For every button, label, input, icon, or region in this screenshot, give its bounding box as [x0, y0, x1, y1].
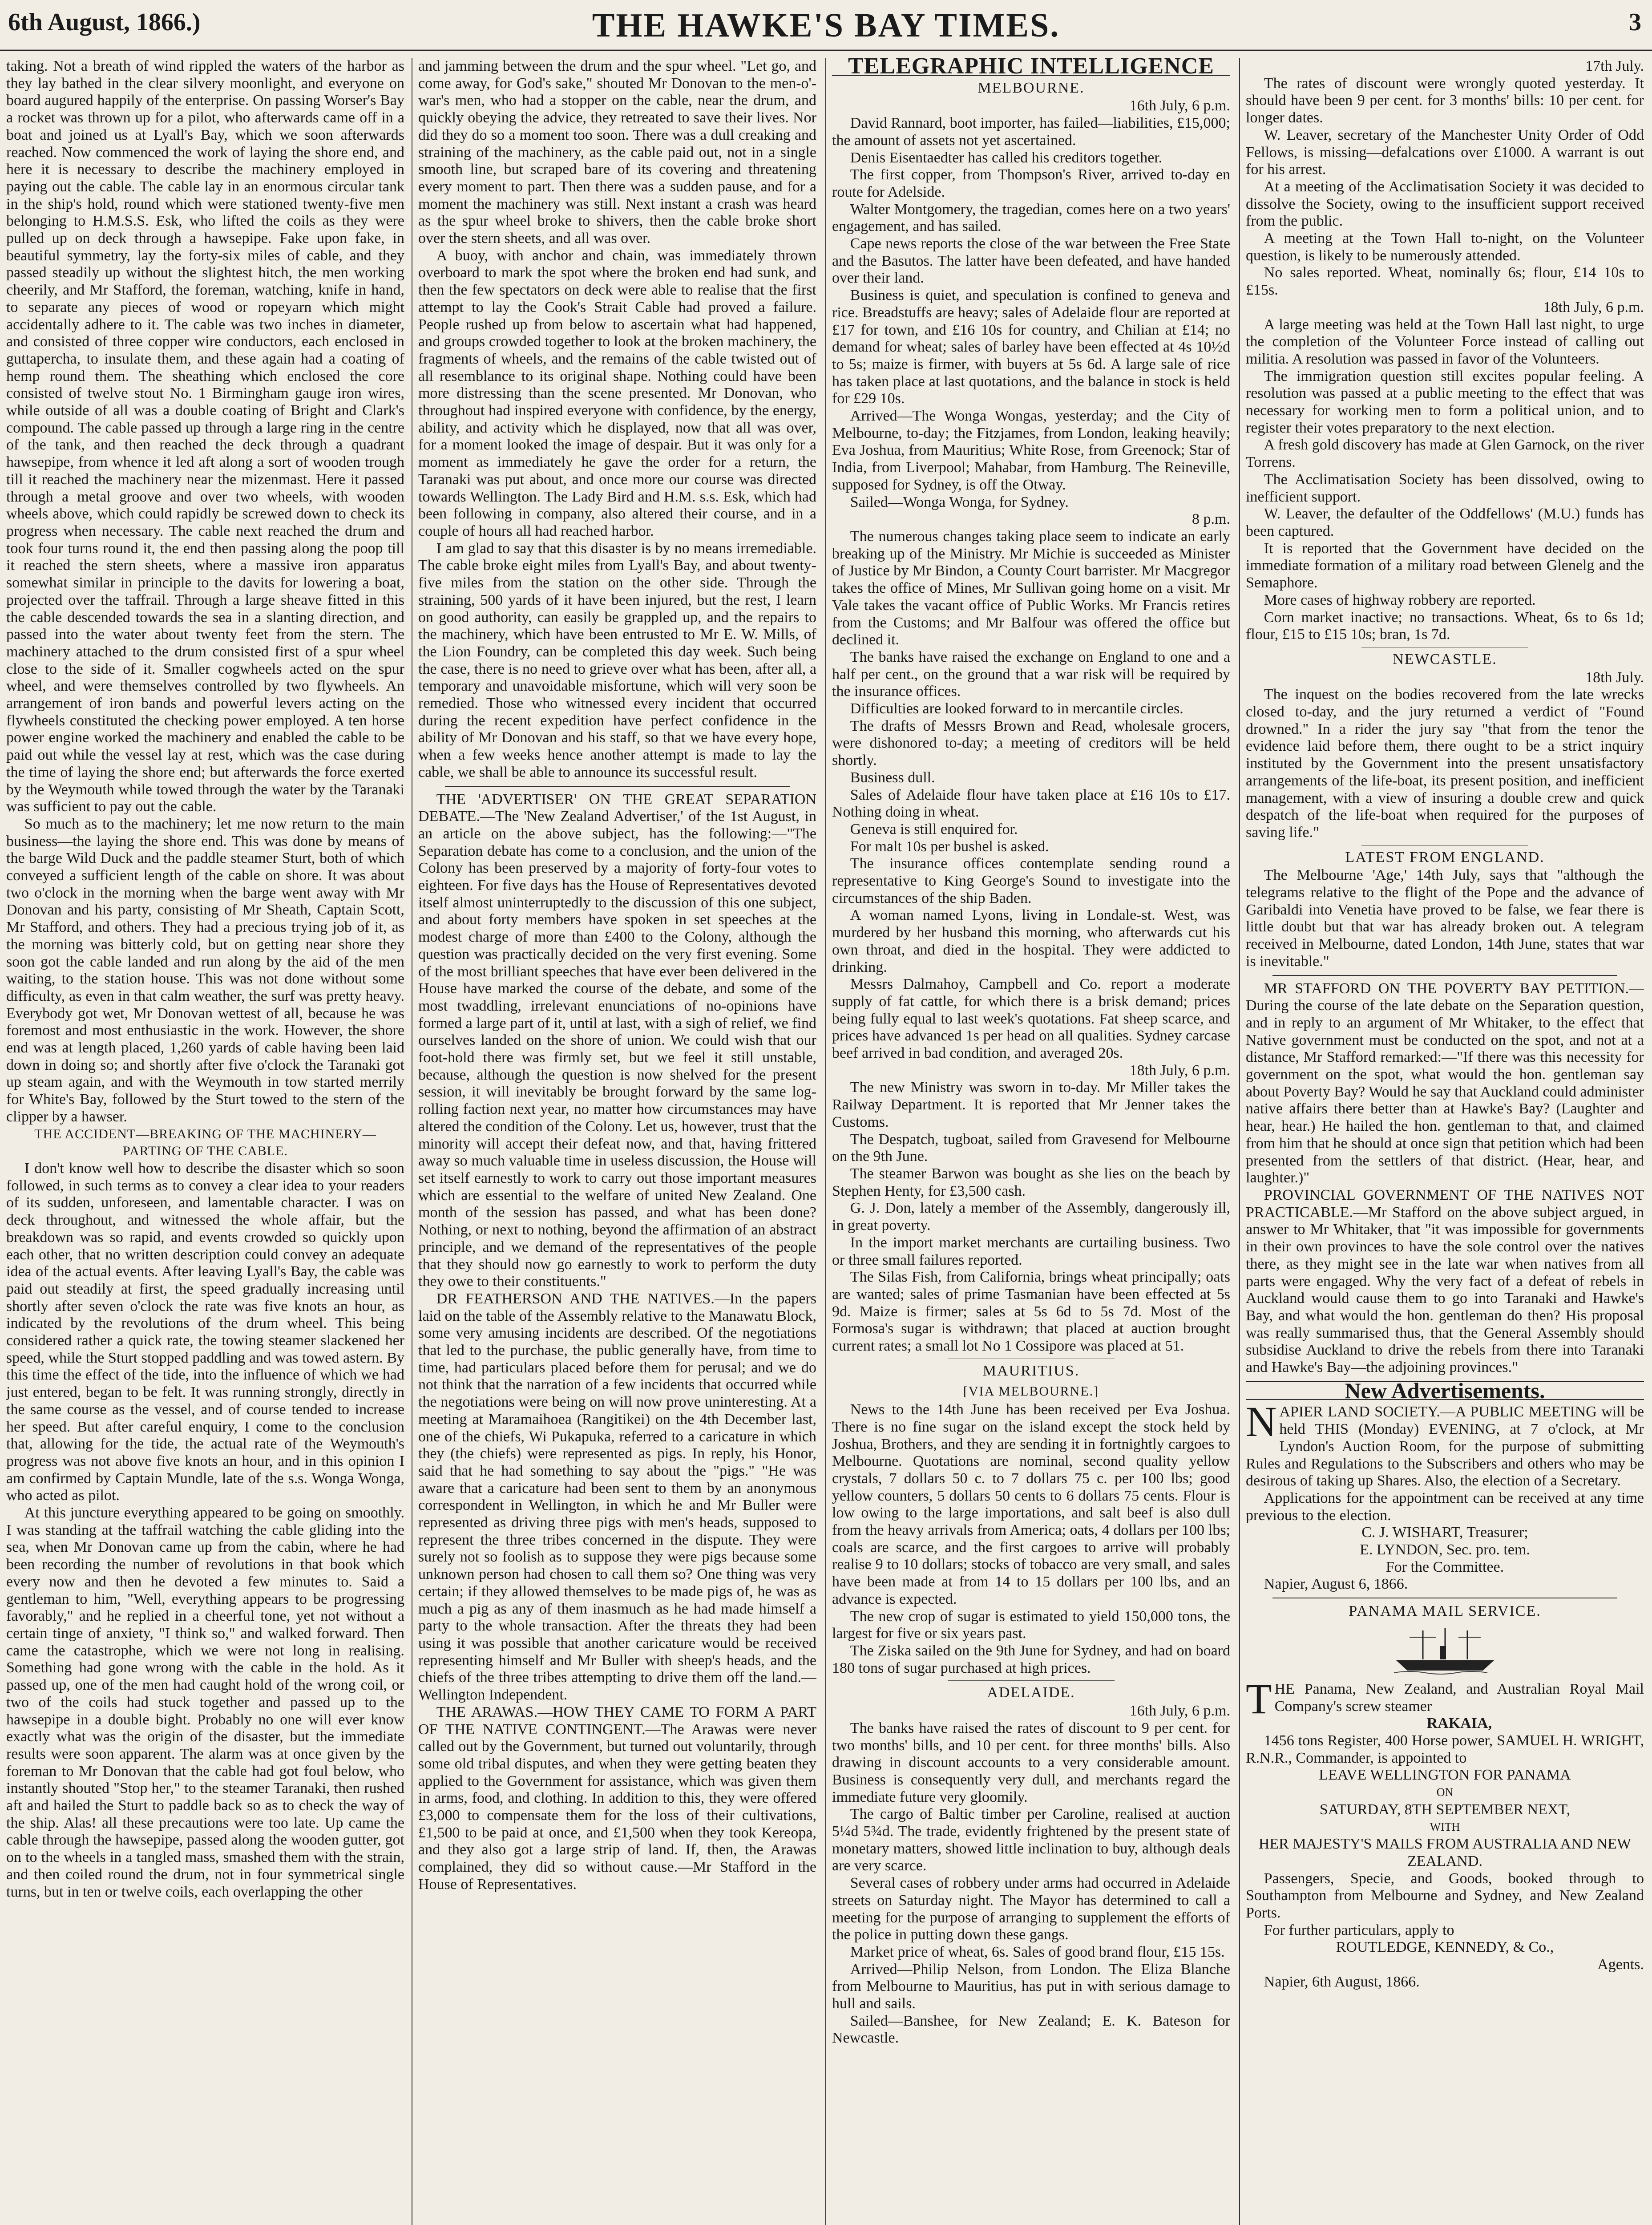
issue-date: 6th August, 1866.)	[8, 8, 201, 36]
news-item: The Melbourne 'Age,' 14th July, says that "although the telegrams relative to the flight of the Pope and the advance of Garibaldi into Venetia have proved to be false, we fear there is little doubt but that war has already broken out. A telegram received in Melbourne, dated London, 14th June, states that war is inevitable."	[1246, 867, 1644, 970]
ad-signature: C. J. WISHART, Treasurer;	[1361, 1524, 1528, 1541]
news-item: The insurance offices contemplate sending round a representative to King George's Sound to investigate into the circumstances of the ship Baden.	[832, 855, 1230, 906]
news-item: Business is quiet, and speculation is confined to geneva and rice. Breadstuffs are heavy; sales of Adelaide flour are reported at £17 for town, and £16 10s for country, and Chilian at £14; no demand for wheat; sales of barley have been effected at 4s 10½d to 5s; maize is firmer, with buyers at 5s 6d. A large sale of rice has taken place at last quotations, and the balance in stock is held for £29 10s.	[832, 287, 1230, 407]
news-item: Denis Eisentaedter has called his creditors together.	[850, 149, 1163, 166]
news-item: The rates of discount were wrongly quoted yesterday. It should have been 9 per cent. for 3 months' bills: 10 per cent. for longer dates.	[1246, 75, 1644, 126]
divider	[1361, 845, 1528, 846]
news-item: Cape news reports the close of the war between the Free State and the Basutos. The latter have been defeated, and have handed over their land.	[832, 235, 1230, 287]
news-item: In the import market merchants are curtailing business. Two or three small failures reported.	[832, 1234, 1230, 1268]
article-paragraph: PROVINCIAL GOVERNMENT OF THE NATIVES NOT PRACTICABLE.—Mr Stafford on the above subject argued, in answer to Mr Whitaker, that "it was impossible for governments in their own provinces to have the sole control over the natives there, as they might see in the late war when natives from all parts were engaged. Why the very fact of a defeat of rebels in Auckland would cause them to go into Taranaki and Hawke's Bay, and what would the hon. gentleman do then? His proposal was really summarised thus, that the General Assembly should subsidise Auckland to drive the rebels from there into Taranaki and Hawke's Bay—the adjoining provinces."	[1246, 1187, 1644, 1376]
advertisements-heading: New Advertisements.	[1246, 1381, 1644, 1400]
advertisement-panama-mail	[1246, 1603, 1644, 1990]
news-item: W. Leaver, secretary of the Manchester Unity Order of Odd Fellows, is missing—defalcations over £1000. A warrant is out for his arrest.	[1246, 126, 1644, 178]
advertisement-land-society	[1246, 1398, 1644, 1593]
ad-line: LEAVE WELLINGTON FOR PANAMA	[1319, 1767, 1571, 1784]
ad-line: SATURDAY, 8TH SEPTEMBER NEXT,	[1319, 1801, 1571, 1818]
ad-text: HE Panama, New Zealand, and Australian Royal Mail Company's screw steamer	[1274, 1680, 1644, 1715]
news-item: The Acclimatisation Society has been dissolved, owing to inefficient support.	[1246, 471, 1644, 505]
dateline: 18th July, 6 p.m.	[1129, 1062, 1230, 1079]
steamship-icon	[1392, 1624, 1499, 1677]
news-item: A large meeting was held at the Town Hall last night, to urge the completion of the Volunteer Force instead of calling out militia. A resolution was passed in favor of the Volunteers.	[1246, 316, 1644, 367]
column-3	[832, 58, 1230, 2225]
ad-agent: ROUTLEDGE, KENNEDY, & Co.,	[1336, 1939, 1554, 1956]
dateline: 16th July, 6 p.m.	[1129, 1703, 1230, 1719]
article-paragraph: DR FEATHERSON AND THE NATIVES.—In the papers laid on the table of the Assembly relative to the Manawatu Block, some very amusing incidents are described. Of the negotiations that led to the purchase, the public generally have, from time to time, had particulars placed before them for perusal; and we do not think that the narration of a few incidents that occurred while the negotiations were being on will now prove uninteresting. At a meeting at Maramaihoea (Rangitikei) on the 4th December last, one of the chiefs, Wi Pukapuka, referred to a caricature in which they (the chiefs) were represented as pigs. In reply, his Honor, said that he had something to say about the "pigs." "He was aware that a caricature had been sent to them by an anonymous correspondent in Wellington, in which he and Mr Buller were represented as driving three pigs with men's heads, supposed to represent the three tribes concerned in the dispute. They were surely not so foolish as to suppose they were pigs because some unknown person had chosen to call them so? One thing was very certain; if they allowed themselves to be made pigs of, he was as much a pig as any of them inasmuch as he had made himself a party to the whole transaction. After the threats they had been using it was possible that another caricature would be received representing himself and Mr Buller with sheep's heads, and the chiefs of the three tribes attempting to drive them off the land.—Wellington Independent.	[418, 1290, 816, 1703]
dateline: 18th July, 6 p.m.	[1543, 299, 1644, 316]
place-heading: MAURITIUS.	[982, 1362, 1080, 1379]
news-item: The steamer Barwon was bought as she lies on the beach by Stephen Henty, for £3,500 cash.	[832, 1165, 1230, 1199]
ad-date: Napier, 6th August, 1866.	[1264, 1973, 1420, 1990]
news-item: Arrived—Philip Nelson, from London. The Eliza Blanche from Melbourne to Mauritius, has put in with serious damage to hull and sails.	[832, 1961, 1230, 2012]
place-heading: NEWCASTLE.	[1393, 651, 1497, 668]
article-paragraph: THE 'ADVERTISER' ON THE GREAT SEPARATION DEBATE.—The 'New Zealand Advertiser,' of the 1st August, in an article on the above subject, has the following:—"The Separation debate has come to a conclusion, and the union of the Colony has been preserved by a majority of forty-four votes to eighteen. For five days has the House of Representatives devoted itself almost uninterruptedly to the discussion of this one subject, and about forty members have spoken in set speeches at the modest charge of more than £400 to the Colony, although the question was practically decided on the very first evening. Some of the most brilliant speeches that have ever been delivered in the House have marked the course of the debate, and some of the most twaddling, irrelevant enunciations of no-opinions have formed a large part of it, until at last, with a sigh of relief, we find ourselves landed on the shore of union. We could wish that our foot-hold there was firmly set, but we feel it still unstable, because, although the question is now shelved for the present session, it will inevitably be brought forward by the same log-rolling faction next year, no matter how circumstances may have altered the condition of the Colony. Let us, however, trust that the minority will accept their defeat now, and that, having frittered away so much valuable time in useless discussion, the House will set itself earnestly to work to carry out those important measures which are essential to the welfare of united New Zealand. One month of the session has passed, and what has been done? Nothing, or next to nothing, beyond the affirmation of an abstract principle, and we demand of the representatives of the people that they should now go earnestly to work to perform the duty they owe to their constituents."	[418, 791, 816, 1290]
column-4	[1246, 58, 1644, 2225]
article-paragraph: THE ARAWAS.—HOW THEY CAME TO FORM A PART OF THE NATIVE CONTINGENT.—The Arawas were never called out by the Government, but turned out voluntarily, through some old tribal disputes, and when they were getting beaten they applied to the Government for assistance, which was given them in arms, food, and clothing. In addition to this, they were offered £3,000 to compensate them for the loss of their cultivations, £1,500 to be paid at once, and £1,500 when they took Kereopa, and they also got a large strip of land. If, then, the Arawas complained, they did so without cause.—Mr Stafford in the House of Representatives.	[418, 1703, 816, 1893]
news-item: A woman named Lyons, living in Londale-st. West, was murdered by her husband this morning, who afterwards cut his own throat, and died in the hospital. They were addicted to drinking.	[832, 907, 1230, 975]
article-paragraph: At this juncture everything appeared to be going on smoothly. I was standing at the taffrail watching the cable gliding into the sea, when Mr Donovan came up from the cabin, where he had been recording the number of revolutions in that book which every now and then he devoted a few minutes to. Said a gentleman to him, "Well, everything appears to be progressing favorably," and he replied in a cheerful tone, yet not without a certain tinge of anxiety, "I think so," and walked forward. Then came the catastrophe, which we were not long in realising. Something had gone wrong with the cable in the hold. As it passed up, one of the men had caught hold of the wrong coil, or two of the coils had stuck together and passed up to the hawsepipe in a double bight. Probably no one will ever know exactly what was the origin of the disaster, but the immediate results were soon apparent. The alarm was at once given by the foreman to Mr Donovan that the cable had got foul below, who instantly shouted "Stop her," to the steamer Taranaki, then rushed aft and hailed the Sturt to paddle back so as to check the way of the ship. Alas! all these precautions were too late. Up came the cable through the hawsepipe, passed along the wooden gutter, got on to the wheels in a tangled mass, smashed them with the strain, and then coiled round the drum, not in four symmetrical single turns, but in ten or twelve coils, each overlapping the other	[6, 1505, 404, 1900]
ad-text: Passengers, Specie, and Goods, booked through to Southampton from Melbourne and Sydney, and New Zealand Ports.	[1246, 1870, 1644, 1922]
news-item: News to the 14th June has been received per Eva Joshua. There is no fine sugar on the island except the stock held by Joshua, Brothers, and they are sending it in fortnightly cargoes to Melbourne. Quotations are nominal, second quality yellow crystals, 7 dollars 50 c. to 7 dollars 75 c. per 100 lbs; good yellow counters, 5 dollars 50 cents to 6 dollars 75 cents. Flour is low owing to the large importations, and salt beef is also dull from the heavy arrivals from America; oats, 4 dollars per 100 lbs; coals are scarce, and the first cargoes to arrive will probably realise 9 to 10 dollars; stocks of tobacco are very small, and sales have been made at from 14 to 15 dollars per 100 lbs, and an advance is expected.	[832, 1401, 1230, 1607]
news-item: The first copper, from Thompson's River, arrived to-day en route for Adelside.	[832, 166, 1230, 200]
news-item: Messrs Dalmahoy, Campbell and Co. report a moderate supply of fat cattle, for which there is a brisk demand; prices being fully equal to last week's quotations. Fat sheep scarce, and prices have advanced 1s per head on all qualities. Sydney carcase beef arrived in bad condition, and averaged 20s.	[832, 976, 1230, 1062]
section-title: TELEGRAPHIC INTELLIGENCE	[832, 58, 1230, 76]
news-item: The Ziska sailed on the 9th June for Sydney, and had on board 180 tons of sugar purchased at high prices.	[832, 1642, 1230, 1676]
drop-cap: T	[1246, 1675, 1272, 1723]
news-item: The banks have raised the exchange on England to one and a half per cent., on the ground that a war risk will be required by the insurance offices.	[832, 648, 1230, 700]
news-item: G. J. Don, lately a member of the Assembly, dangerously ill, in great poverty.	[832, 1200, 1230, 1234]
subheading: THE ACCIDENT—BREAKING OF THE MACHINERY—PARTING OF THE CABLE.	[34, 1126, 376, 1159]
column-2	[418, 58, 816, 2225]
news-item: Walter Montgomery, the tragedian, comes here on a two years' engagement, and has sailed.	[832, 201, 1230, 235]
news-item: The new Ministry was sworn in to-day. Mr Miller takes the Railway Department. It is reported that Mr Jenner takes the Customs.	[832, 1079, 1230, 1130]
article-paragraph: I don't know well how to describe the disaster which so soon followed, in such terms as to convey a clear idea to your readers of its sudden, unforeseen, and lamentable character. I was on deck throughout, and witnessed the whole affair, but the breakdown was so rapid, and events crowded so quickly upon each other, that no written description could convey an adequate idea of the actual events. After leaving Lyall's Bay, the cable was paid out steadily at first, the speed gradually increasing until shortly after seven o'clock the rate was five knots an hour, as indicated by the revolutions of the drum wheel. This being considered rather a quick rate, the towing steamer slackened her speed, while the Sturt stopped paddling and was towed astern. By this time the effect of the tide, into the influence of which we had just entered, began to be felt. It was running strongly, directly in the same course as the vessel, and of course tended to increase her speed. But after careful enquiry, I come to the conclusion that, allowing for the tide, the actual rate of the Weymouth's progress was not above five knots an hour, and in this opinion I am confirmed by Captain Mundle, late of the s.s. Wonga Wonga, who acted as pilot.	[6, 1160, 404, 1504]
news-item: Business dull.	[850, 769, 935, 786]
news-item: The cargo of Baltic timber per Caroline, realised at auction 5¼d 5¾d. The trade, evidently frightened by the present state of monetary matters, showed little inclination to buy, although deals are very scarce.	[832, 1806, 1230, 1874]
news-item: More cases of highway robbery are reported.	[1264, 591, 1536, 608]
column-rule	[825, 58, 826, 2225]
page-number: 3	[1629, 8, 1641, 36]
news-item: Sales of Adelaide flour have taken place at £16 10s to £17. Nothing doing in wheat.	[832, 786, 1230, 821]
ad-line: HER MAJESTY'S MAILS FROM AUSTRALIA AND NEW ZEALAND.	[1258, 1836, 1632, 1869]
ad-signature: E. LYNDON, Sec. pro. tem.	[1360, 1541, 1530, 1558]
news-item: The banks have raised the rates of discount to 9 per cent. for two months' bills, and 10 per cent. for three months' bills. Also drawing in discount accounts to a very considerable amount. Business is consequently very dull, and merchants regard the immediate future very gloomily.	[832, 1719, 1230, 1805]
news-item: The Silas Fish, from California, brings wheat principally; oats are wanted; sales of prime Tasmanian have been effected at 5s 9d. Maize is firmer; sales at 5s 6d to 5s 7d. Most of the Formosa's sugar is withdrawn; that placed at auction brought current rates; a small lot No 1 Cossipore was placed at 51.	[832, 1269, 1230, 1355]
news-item: The inquest on the bodies recovered from the late wrecks closed to-day, and the jury returned a verdict of "Found drowned." In a rider the jury say "that from the tenor the evidence laid before them, there ought to be a strict inquiry instituted by the Government into the present unsatisfactory arrangements of the life-boat, its present position, and inefficient management, with a view of insuring a double crew and quick despatch of the life-boat when required for the purposes of saving life."	[1246, 686, 1644, 841]
news-item: The numerous changes taking place seem to indicate an early breaking up of the Ministry. Mr Michie is succeeded as Minister of Justice by Mr Bindon, a County Court barrister. Mr Macgregor takes the office of Mines, Mr Sullivan going home on a visit. Mr Vale takes the vacant office of Public Works. Mr Francis retires from the Customs; and Mr Balfour was offered the office but declined it.	[832, 528, 1230, 648]
via-note: [VIA MELBOURNE.]	[963, 1384, 1099, 1399]
news-item: The drafts of Messrs Brown and Read, wholesale grocers, were dishonored to-day; a meeting of creditors will be held shortly.	[832, 717, 1230, 769]
column-rule	[1239, 58, 1240, 2225]
article-paragraph: MR STAFFORD ON THE POVERTY BAY PETITION.—During the course of the late debate on the Separation question, and in reply to an argument of Mr Whitaker, to the effect that Native government must be conducted on the spot, and not at a distance, Mr Stafford remarked:—"If there was this necessity for government on the spot, what would the hon. gentleman say about Poverty Bay? Would he say that Auckland could administer native affairs there better than at Hawke's Bay? (Laughter and hear, hear.) He hailed the hon. gentleman to that, and claimed from him that he should at once sign that petition which had been presented from the settlers of that district. (Hear, hear, and laughter.)"	[1246, 980, 1644, 1186]
ad-line: WITH	[1430, 1820, 1460, 1833]
dateline: 8 p.m.	[1192, 511, 1230, 528]
place-heading: LATEST FROM ENGLAND.	[1345, 849, 1545, 866]
ad-date: Napier, August 6, 1866.	[1264, 1576, 1408, 1593]
divider	[1272, 975, 1617, 976]
ad-text: APIER LAND SOCIETY.—A PUBLIC MEETING will be held THIS (Monday) EVENING, at 7 o'clock, at Mr Lyndon's Auction Room, for the purpose of submitting Rules and Regulations to the Subscribers and others who may be desirous of taking up Shares. Also, the election of a Secretary.	[1246, 1404, 1644, 1489]
article-paragraph: I am glad to say that this disaster is by no means irremediable. The cable broke eight miles from Lyall's Bay, and about twenty-five miles from the station on the other side. Through the straining, 500 yards of it have been injured, but the rest, I learn on good authority, can easily be grappled up, and the repairs to the machinery, which have been entrusted to Mr E. W. Mills, of the Lion Foundry, can be completed this day week. Such being the case, there is no need to grieve over what has been, after all, a temporary and unavoidable misfortune, which will very soon be remedied. Those who witnessed every incident that occurred during the recent expedition have perfect confidence in the ability of Mr Donovan and his staff, so that we have every hope, when a few weeks hence another attempt is made to lay the cable, we shall be able to announce its successful result.	[418, 540, 816, 781]
news-item: The new crop of sugar is estimated to yield 150,000 tons, the largest for five or six years past.	[832, 1608, 1230, 1642]
article-paragraph: A buoy, with anchor and chain, was immediately thrown overboard to mark the spot where the broken end had sunk, and then the few spectators on deck were able to realise that the first attempt to lay the Cook's Strait Cable had proved a failure. People rushed up from below to ascertain what had happened, and groups crowded together to look at the broken machinery, the fragments of wheels, and the remains of the cable twisted out of all resemblance to its original shape. Nothing could have been more distressing than the scene presented. Mr Donovan, who throughout had inspired everyone with confidence, by the energy, ability, and activity which he displayed, now that all was over, for a moment looked the image of despair. But it was only for a moment as immediately he gave the order for a return, the Taranaki was put about, and once more our course was directed towards Wellington. The Lady Bird and H.M. s.s. Esk, which had been following in company, also altered their course, and in a couple of hours all had reached harbor.	[418, 247, 816, 539]
news-item: The immigration question still excites popular feeling. A resolution was passed at a public meeting to the effect that was necessary for working men to form a political union, and to register their votes preparatory to the next election.	[1246, 368, 1644, 436]
ad-text: Applications for the appointment can be received at any time previous to the election.	[1246, 1489, 1644, 1524]
news-item: For malt 10s per bushel is asked.	[850, 838, 1049, 855]
masthead	[0, 0, 1652, 51]
news-item: The Despatch, tugboat, sailed from Gravesend for Melbourne on the 9th June.	[832, 1131, 1230, 1165]
dateline: 17th July.	[1585, 58, 1644, 74]
news-item: Market price of wheat, 6s. Sales of good brand flour, £15 15s.	[850, 1943, 1225, 1960]
drop-cap: N	[1246, 1398, 1277, 1446]
dateline: 16th July, 6 p.m.	[1129, 97, 1230, 114]
ad-agents-label: Agents.	[1597, 1956, 1644, 1973]
article-paragraph: So much as to the machinery; let me now return to the main business—the laying the shore end. This was done by means of the barge Wild Duck and the paddle steamer Sturt, both of which conveyed a sufficient length of the cable on shore. It was about two o'clock in the morning when the barge went away with Mr Donovan and his party, consisting of Mr Sheath, Captain Scott, Mr Stafford, and others. They had a precious trying job of it, as the morning was bitterly cold, but on getting near shore they soon got the cable landed and run along by the aid of the men waiting, to the station house. This was not done without some difficulty, as even in that calm weather, the surf was pretty heavy. Everybody got wet, Mr Donovan wettest of all, because he was foremost and most enthusiastic in the work. However, the shore end was at length placed, 1,260 yards of cable having been laid down in doing so; and shortly after five o'clock the Taranaki got up steam again, and with the Weymouth in tow started merrily for White's Bay, followed by the Sturt towed to the stern of the clipper by a hawser.	[6, 815, 404, 1125]
dateline: 18th July.	[1585, 669, 1644, 686]
ship-name: RAKAIA,	[1426, 1715, 1492, 1732]
ad-line: ON	[1436, 1786, 1454, 1799]
place-heading: ADELAIDE.	[987, 1684, 1075, 1701]
divider	[445, 786, 790, 787]
news-item: No sales reported. Wheat, nominally 6s; flour, £14 10s to £15s.	[1246, 264, 1644, 299]
news-item: Arrived—The Wonga Wongas, yesterday; and the City of Melbourne, to-day; the Fitzjames, from London, leaking heavily; Eva Joshua, from Mauritius; White Rose, from Greenock; Star of India, from Liverpool; Mahabar, from Hamburg. The Reineville, supposed for Sydney, is off the Otway.	[832, 408, 1230, 493]
news-item: A fresh gold discovery has made at Glen Garnock, on the river Torrens.	[1246, 437, 1644, 471]
column-1	[6, 58, 404, 2225]
news-item: At a meeting of the Acclimatisation Society it was decided to dissolve the Society, owing to the insufficient support received from the public.	[1246, 178, 1644, 230]
article-paragraph: taking. Not a breath of wind rippled the waters of the harbor as they lay bathed in the clear silvery moonlight, and everyone on board augured happily of the enterprise. On passing Worser's Bay a rocket was thrown up for a pilot, who afterwards came off in a boat and joined us at Lyall's Bay, which we soon afterwards reached. Now commenced the work of laying the shore end, and here it is necessary to describe the machinery employed in paying out the cable. The cable lay in an enormous circular tank in the ship's hold, round which were stationed twenty-five men belonging to H.M.S.S. Esk, who lifted the coils as they were pulled up on deck through a hawsepipe. Fake upon fake, in beautiful symmetry, lay the forty-six miles of cable, and they passed steadily up without the slightest hitch, the men working cheerily, and Mr Stafford, the foreman, watching, knife in hand, to separate any pieces of wood or ropeyarn which might accidentally adhere to it. The cable was two inches in diameter, and consisted of three copper wire conductors, each enclosed in guttapercha, to insulate them, and these again had a coating of hemp round them. The sheathing which enclosed the core consisted of twelve stout No. 1 Birmingham gauge iron wires, while outside of all was a double coating of Bright and Clark's compound. The cable passed up through a large ring in the centre of the tank, and then reached the deck through a quadrant hawsepipe, from whence it led aft along a sort of wooden trough till it reached the machinery near the mizenmast. Here it passed through a metal groove and over two wheels, with wooden wheels above, which could rapidly be screwed down to check its progress when necessary. The cable next reached the drum and took four turns round it, the end then passing along the poop till it reached the stern sheets, where a massive iron apparatus somewhat similar in principle to the davits for lowering a boat, projected over the taffrail. Through a large sheave fitted in this the cable descended towards the sea in a slanting direction, and passed into the water about twenty feet from the stern. The machinery attached to the drum consisted first of a spur wheel close to the side of it. Smaller cogwheels acted on the spur wheel, and were themselves controlled by two flywheels. An arrangement of iron bands and powerful levers acting on the flywheels constituted the checking power employed. A ten horse power engine worked the machinery and enabled the cable to be paid out while the vessel lay at rest, which was the case during the time of laying the shore end; but afterwards the force exerted by the Weymouth while towed through the water by the Taranaki was sufficient to pay out the cable.	[6, 58, 404, 815]
newspaper-title: THE HAWKE'S BAY TIMES.	[592, 7, 1060, 44]
news-item: It is reported that the Government have decided on the immediate formation of a military road between Glenelg and the Semaphore.	[1246, 540, 1644, 591]
news-item: A meeting at the Town Hall to-night, on the Volunteer question, is likely to be numerously attended.	[1246, 230, 1644, 264]
divider	[948, 1680, 1115, 1681]
ad-text: For further particulars, apply to	[1264, 1922, 1454, 1938]
ad-signature: For the Committee.	[1385, 1558, 1504, 1575]
ad-title: PANAMA MAIL SERVICE.	[1349, 1603, 1541, 1620]
news-item: Sailed—Banshee, for New Zealand; E. K. Bateson for Newcastle.	[832, 2012, 1230, 2047]
news-item: David Rannard, boot importer, has failed—liabilities, £15,000; the amount of assets not yet ascertained.	[832, 115, 1230, 149]
place-heading: MELBOURNE.	[977, 79, 1085, 96]
news-item: Corn market inactive; no transactions. Wheat, 6s to 6s 1d; flour, £15 to £15 10s; bran, 1s 7d.	[1246, 609, 1644, 643]
news-item: Geneva is still enquired for.	[850, 821, 1018, 837]
news-item: Difficulties are looked forward to in mercantile circles.	[850, 700, 1183, 717]
ad-text: 1456 tons Register, 400 Horse power, SAMUEL H. WRIGHT, R.N.R., Commander, is appointed to	[1246, 1732, 1644, 1766]
news-item: Sailed—Wonga Wonga, for Sydney.	[850, 494, 1069, 510]
article-paragraph: and jamming between the drum and the spur wheel. "Let go, and come away, for God's sake," shouted Mr Donovan to the men-o'-war's men, who had a stopper on the cable, near the drum, and quickly obeying the advice, they retreated to save their lives. Nor did they do so a moment too soon. There was a dull creaking and straining of the machinery, as the cable paid out, not in a single smooth line, but scraped bare of its covering and threatening every moment to part. Then there was a sudden pause, and for a moment the machinery was still. Next instant a crash was heard as the spur wheel broke to shivers, then the cable broke short over the stern sheets, and all was over.	[418, 58, 816, 247]
news-item: W. Leaver, the defaulter of the Oddfellows' (M.U.) funds has been captured.	[1246, 506, 1644, 539]
news-item: Several cases of robbery under arms had occurred in Adelaide streets on Saturday night. The Mayor has determined to call a meeting for the purpose of arranging to supplement the efforts of the police in putting down these gangs.	[832, 1875, 1230, 1943]
